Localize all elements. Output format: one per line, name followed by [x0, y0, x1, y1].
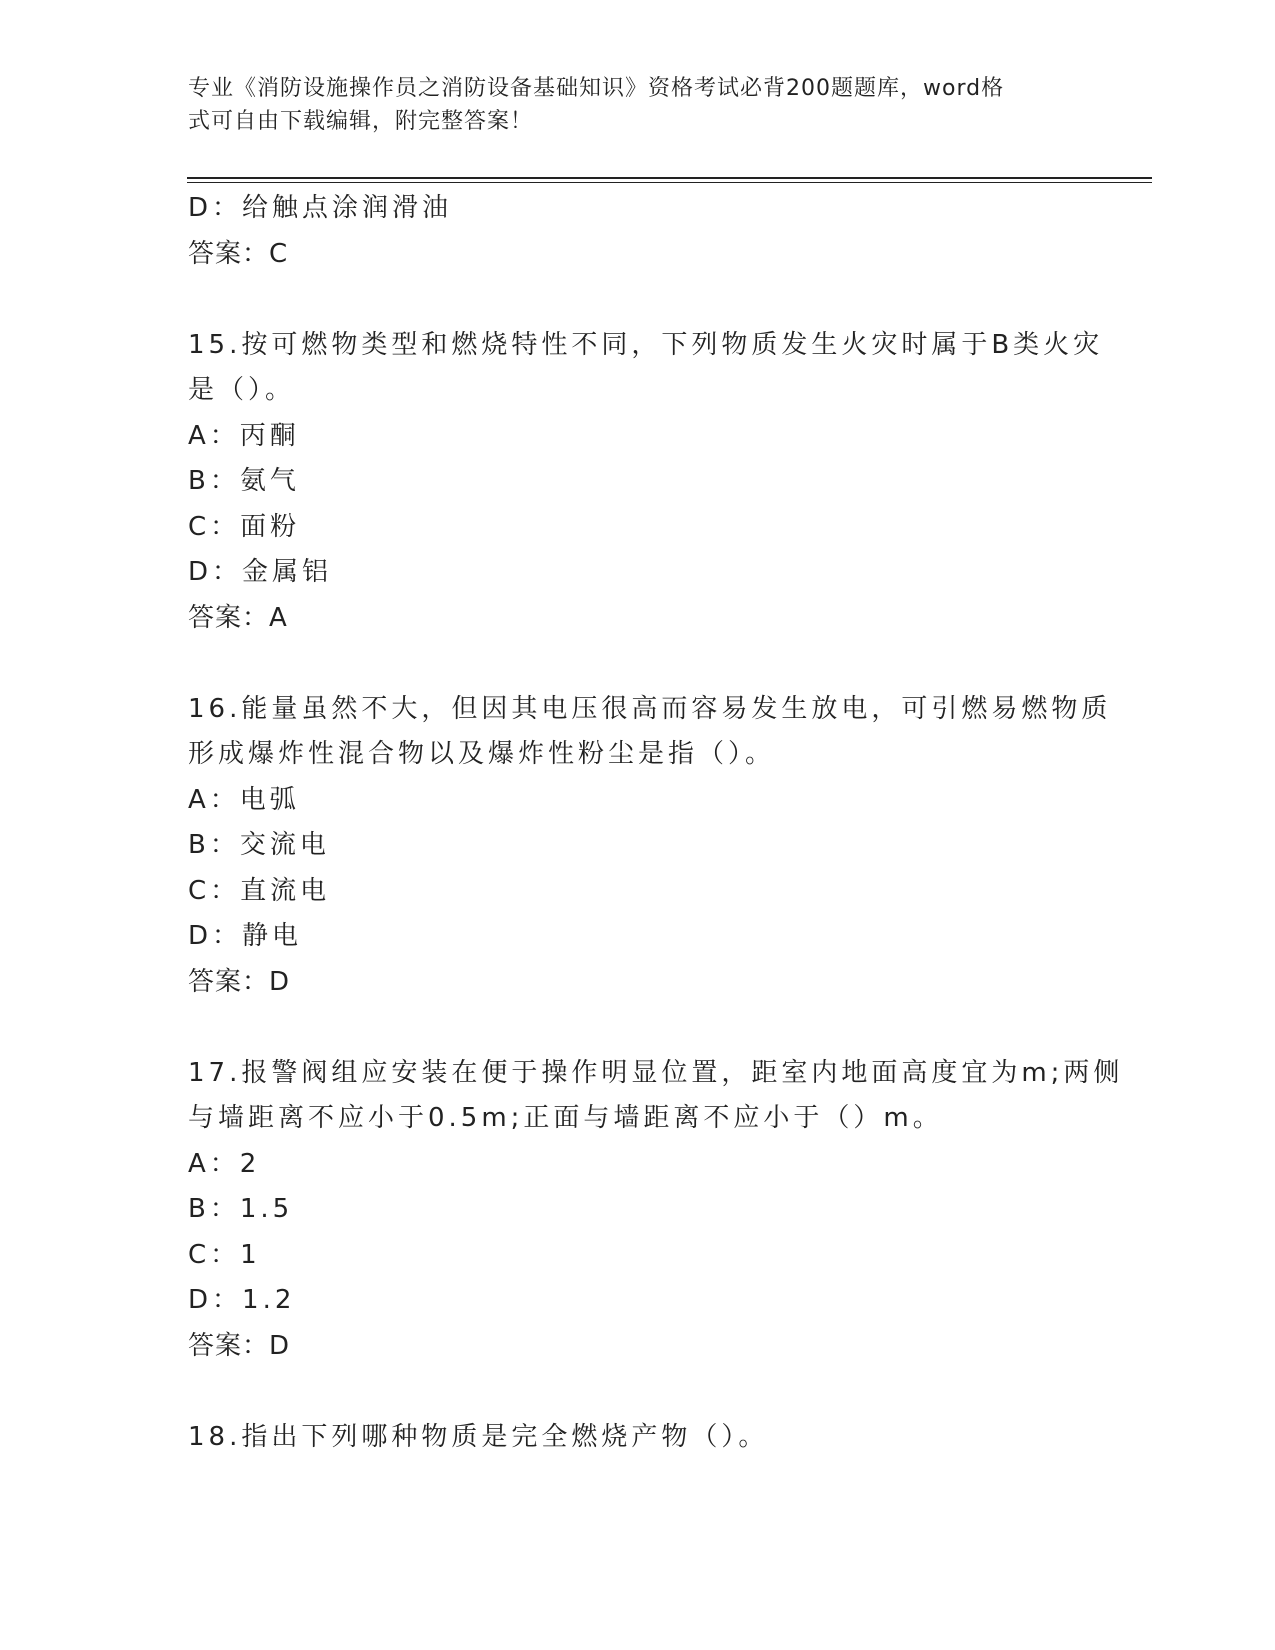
option-c: C：面粉: [188, 511, 301, 542]
question-stem-line-2: 是（）。: [188, 375, 296, 405]
header-line-2: 式可自由下载编辑，附完整答案！: [188, 109, 534, 134]
option-b: B：氨气: [188, 466, 300, 496]
option-d: D：给触点涂润滑油: [188, 193, 453, 223]
option-b: B：交流电: [188, 830, 330, 860]
document-header: [188, 72, 1068, 138]
question-stem-line-1: 15.按可燃物类型和燃烧特性不同，下列物质发生火灾时属于B类火灾: [188, 329, 1104, 360]
option-a: A：电弧: [188, 784, 300, 815]
question-stem-line-1: 17.报警阀组应安装在便于操作明显位置，距室内地面高度宜为m;两侧: [188, 1057, 1124, 1088]
option-c: C：1: [188, 1239, 261, 1270]
spacer: [188, 1005, 1088, 1051]
question-stem-line-2: 与墙距离不应小于0.5m;正面与墙距离不应小于（）m。: [188, 1103, 943, 1133]
option-d: D：金属铝: [188, 557, 333, 587]
spacer: [188, 1369, 1088, 1415]
question-stem-line-1: 18.指出下列哪种物质是完全燃烧产物（）。: [188, 1421, 769, 1452]
header-divider-thin: [187, 182, 1152, 183]
answer-line: 答案：D: [188, 1330, 291, 1361]
header-line-1: 专业《消防设施操作员之消防设备基础知识》资格考试必背200题题库，word格: [188, 76, 1005, 101]
option-d: D：静电: [188, 921, 303, 951]
answer-line: 答案：C: [188, 238, 289, 269]
question-list: [188, 186, 1124, 1460]
question-stem-line-2: 形成爆炸性混合物以及爆炸性粉尘是指（）。: [188, 739, 776, 769]
header-divider-thick: [187, 177, 1152, 179]
option-b: B：1.5: [188, 1194, 294, 1224]
answer-line: 答案：A: [188, 602, 288, 633]
question-stem-line-1: 16.能量虽然不大，但因其电压很高而容易发生放电，可引燃易燃物质: [188, 693, 1112, 724]
option-a: A：丙酮: [188, 420, 300, 451]
option-d: D：1.2: [188, 1285, 296, 1315]
spacer: [188, 277, 1088, 323]
question-block: [188, 323, 1104, 642]
answer-line: 答案：D: [188, 966, 291, 997]
question-block: [188, 1415, 1088, 1461]
option-c: C：直流电: [188, 875, 331, 906]
question-block: [188, 687, 1112, 1006]
spacer: [188, 641, 1088, 687]
option-a: A：2: [188, 1148, 261, 1179]
question-block: [188, 1051, 1124, 1370]
